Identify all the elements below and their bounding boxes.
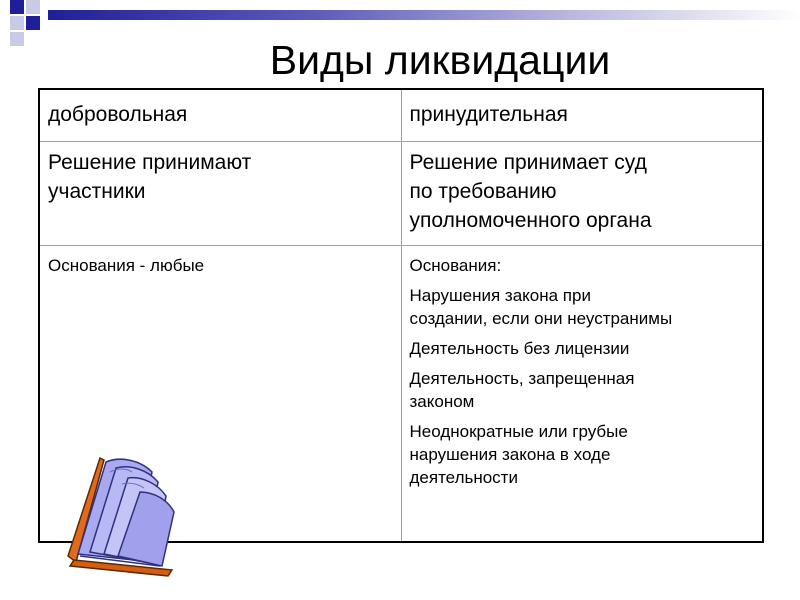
grounds-title: Основания: [409,255,502,275]
decision-compulsory-line: уполномоченного органа [409,208,652,232]
decision-compulsory-line: по требованию [409,179,557,203]
decision-voluntary-line: участники [48,179,146,203]
corner-square-2 [26,0,40,14]
table-header-row [39,89,763,141]
decision-compulsory-line: Решение принимает суд [409,150,647,174]
grounds-item [410,367,755,413]
decision-voluntary-line: Решение принимают [48,150,252,174]
grounds-item [410,337,755,360]
grounds-item-line: законом [409,391,475,411]
grounds-item-line: создании, если они неустранимы [409,308,673,328]
header-compulsory: принудительная [401,89,763,141]
grounds-item [410,420,755,489]
grounds-item-line: Деятельность без лицензии [409,338,630,358]
grounds-compulsory-cell [401,245,763,542]
book-icon [60,438,190,578]
decision-voluntary-cell [39,141,401,245]
grounds-item-line: Неоднократные или грубые [409,421,628,441]
table-row [39,141,763,245]
corner-square-1 [10,0,24,14]
grounds-item-line: деятельности [409,467,518,487]
grounds-item-line: Нарушения закона при [409,285,591,305]
header-voluntary: добровольная [39,89,401,141]
decision-compulsory-cell [401,141,763,245]
slide-title: Виды ликвидации [269,37,611,83]
grounds-voluntary-text: Основания - любые [48,255,205,275]
corner-square-4 [10,16,24,30]
corner-square-3 [26,16,40,30]
grounds-item-line: нарушения закона в ходе [409,444,611,464]
grounds-item-line: Деятельность, запрещенная [409,368,635,388]
grounds-item [410,284,755,330]
header-gradient-bar [48,10,800,20]
